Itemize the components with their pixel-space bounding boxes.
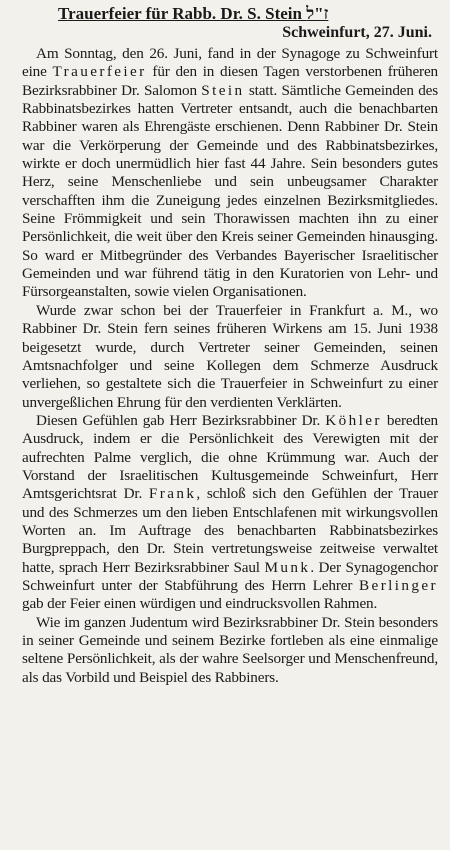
text-run: Diesen Gefühlen gab Herr Bezirksrabbiner Dr.: [36, 411, 326, 429]
text-run: gab der Feier einen würdigen und eindrucksvollen Rahmen.: [22, 595, 378, 613]
text-run: Am Sonntag, den 26. Juni, fand in der Synagoge zu Schweinfurt eine: [22, 45, 438, 81]
paragraph-1: [22, 45, 438, 302]
text-run: beredten Ausdruck, indem er die Persönlichkeit des Verewigten mit der aufrechten Palme verglich, die ohne Krümmung war. Auch der Vorstand der Israelitischen Kultusgemeinde Schweinfurt, Herr Amtsgerichtsrat Dr.: [22, 411, 438, 503]
article-body: [22, 45, 438, 687]
paragraph-3: [22, 412, 438, 614]
text-run: , schloß sich den Gefühlen der Trauer und des Schmerzes um den lieben Entschlafenen mit wirkungsvollen Worten an. Im Auftrage des benachbarten Rabbinatsbezirkes Burgpreppach, den Dr. Stein vertretungsweise zeitweise verwaltet hatte, sprach Herr Bezirksrabbiner Saul: [22, 485, 438, 576]
article-dateline: Schweinfurt, 27. Juni.: [282, 24, 432, 41]
spaced-name-berlinger: Berlinger: [359, 576, 438, 594]
text-run: statt. Sämtliche Gemeinden des Rabbinatsbezirkes hatten Vertreter entsandt, auch die benachbarten Rabbiner waren als Ehrengäste erschienen. Denn Rabbiner Dr. Stein war die Verkörperung der Gemeinde und des Rabbinatsbezirkes, wirkte er doch unermüdlich hier fast 44 Jahre. Sein besonders gutes Herz, seine Menschenliebe und sein unbeugsamer Charakter verschafften ihm die Zuneigung jedes einzelnen Bezirksmitgliedes. Seine Frömmigkeit und sein Thorawissen machten ihn zu einer Persönlichkeit, die weit über den Kreis seiner Gemeinden hinausging. So ward er Mitbegründer des Verbandes Bayerischer Israelitischer Gemeinden und war führend tätig in den Kuratorien von Lehr- und Fürsorgeanstalten, sowie vielen Organisationen.: [22, 81, 438, 301]
spaced-name-stein: Stein: [201, 81, 245, 99]
paragraph-2: Wurde zwar schon bei der Trauerfeier in Frankfurt a. M., wo Rabbiner Dr. Stein fern seines früheren Wirkens am 15. Juni 1938 beigesetzt wurde, durch Vertreter seiner Gemeinden, seinen Amtsnachfolger und seine Kollegen dem Schmerze Ausdruck verliehen, so gestaltete sich die Trauerfeier in Schweinfurt zu einer unvergeßlichen Ehrung für den verdienten Verklärten.: [22, 301, 438, 411]
text-run: . Der Synagogenchor Schweinfurt unter der Stabführung des Herrn Lehrer: [22, 558, 438, 594]
spaced-name-frank: Frank: [148, 485, 197, 503]
paragraph-4: Wie im ganzen Judentum wird Bezirksrabbiner Dr. Stein besonders in seiner Gemeinde und seinem Bezirke fortleben als eine einmalige seltene Persönlichkeit, als der wahre Seelsorger und Menschenfreund, als das Vorbild und Beispiel des Rabbiners.: [22, 613, 438, 686]
article-headline: Trauerfeier für Rabb. Dr. S. Stein ז"ל: [58, 4, 329, 23]
spaced-name-munk: Munk: [264, 558, 311, 576]
spaced-name-koehler: Köhler: [325, 411, 382, 429]
spaced-word-trauerfeier: Trauerfeier: [52, 63, 147, 81]
text-run: für den in diesen Tagen verstorbenen früheren Bezirksrabbiner Dr. Salomon: [22, 63, 438, 99]
